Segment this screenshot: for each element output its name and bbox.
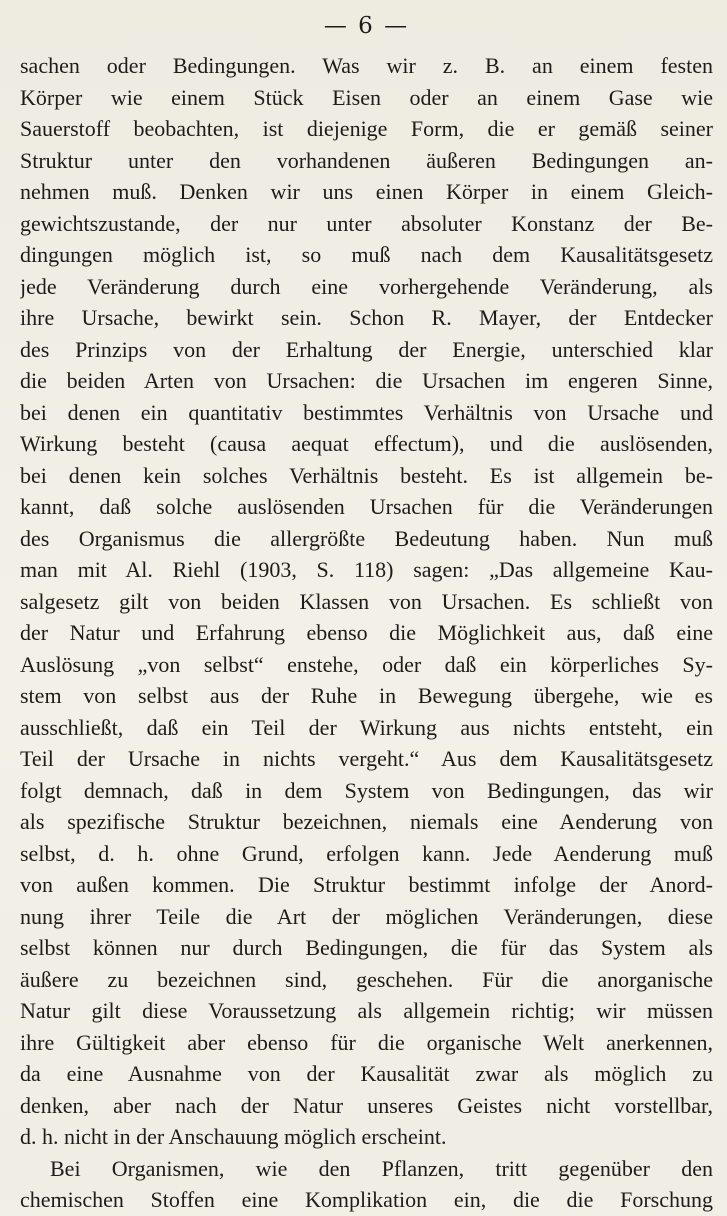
text-line: dingungen möglich ist, so muß nach dem Kausalitätsgesetz	[20, 242, 713, 267]
text-line: als spezifische Struktur bezeichnen, niemals eine Aenderung von	[20, 809, 713, 834]
text-line: jede Veränderung durch eine vorhergehende Veränderung, als	[20, 273, 713, 299]
text-line: die beiden Arten von Ursachen: die Ursachen im engeren Sinne,	[20, 368, 713, 393]
paragraph-2	[20, 1153, 713, 1216]
text-line: von außen kommen. Die Struktur bestimmt infolge der Anord-	[20, 872, 713, 897]
text-line: chemischen Stoffen eine Komplikation ein, die die Forschung	[20, 1187, 713, 1212]
text-line: nehmen muß. Denken wir uns einen Körper in einem Gleich-	[20, 179, 713, 204]
text-line: des Prinzips von der Erhaltung der Energie, unterschied klar	[20, 336, 713, 362]
text-line: folgt demnach, daß in dem System von Bedingungen, das wir	[20, 777, 713, 803]
text-line: ihre Gültigkeit aber ebenso für die organische Welt anerkennen,	[20, 1029, 713, 1055]
text-line: selbst, d. h. ohne Grund, erfolgen kann. Jede Aenderung muß	[20, 840, 713, 866]
text-line: ihre Ursache, bewirkt sein. Schon R. Mayer, der Entdecker	[20, 305, 713, 330]
text-line: da eine Ausnahme von der Kausalität zwar als möglich zu	[20, 1061, 713, 1086]
text-line: äußere zu bezeichnen sind, geschehen. Für die anorganische	[20, 966, 713, 992]
text-line: Struktur unter den vorhandenen äußeren Bedingungen an-	[20, 147, 713, 173]
text-line: denken, aber nach der Natur unseres Geistes nicht vorstellbar,	[20, 1092, 713, 1118]
text-line: gewichtszustande, der nur unter absoluter Konstanz der Be-	[20, 210, 713, 236]
text-line: der Natur und Erfahrung ebenso die Möglichkeit aus, daß eine	[20, 620, 713, 645]
text-line: bei denen kein solches Verhältnis besteht. Es ist allgemein be-	[20, 462, 713, 488]
text-line: Bei Organismen, wie den Pflanzen, tritt gegenüber den	[50, 1155, 713, 1181]
text-line: d. h. nicht in der Anschauung möglich erscheint.	[20, 1124, 447, 1149]
text-line: selbst können nur durch Bedingungen, die für das System als	[20, 935, 713, 960]
text-line: Auslösung „von selbst“ enstehe, oder daß ein körperliches Sy-	[20, 651, 713, 677]
text-line: stem von selbst aus der Ruhe in Bewegung übergehe, wie es	[20, 683, 713, 708]
text-line: salgesetz gilt von beiden Klassen von Ursachen. Es schließt von	[20, 588, 713, 614]
text-line: des Organismus die allergrößte Bedeutung haben. Nun muß	[20, 525, 713, 551]
text-line: Teil der Ursache in nichts vergeht.“ Aus dem Kausalitätsgesetz	[20, 746, 713, 771]
paragraph-1	[20, 50, 713, 1153]
text-line: kannt, daß solche auslösenden Ursachen für die Veränderungen	[20, 494, 713, 519]
text-line: Sauerstoff beobachten, ist diejenige Form, die er gemäß seiner	[20, 116, 713, 141]
body-text	[20, 50, 713, 1216]
text-line: bei denen ein quantitativ bestimmtes Verhältnis von Ursache und	[20, 399, 713, 425]
text-line: man mit Al. Riehl (1903, S. 118) sagen: „Das allgemeine Kau-	[20, 557, 713, 582]
text-line: Wirkung besteht (causa aequat effectum), und die auslösenden,	[20, 431, 713, 456]
text-line: ausschließt, daß ein Teil der Wirkung aus nichts entsteht, ein	[20, 714, 713, 740]
page-number: — 6 —	[323, 13, 410, 39]
text-line: Natur gilt diese Voraussetzung als allgemein richtig; wir müssen	[20, 998, 713, 1023]
text-line: sachen oder Bedingungen. Was wir z. B. an einem festen	[20, 53, 713, 78]
text-line: nung ihrer Teile die Art der möglichen Veränderungen, diese	[20, 903, 713, 929]
text-line: Körper wie einem Stück Eisen oder an einem Gase wie	[20, 84, 713, 110]
